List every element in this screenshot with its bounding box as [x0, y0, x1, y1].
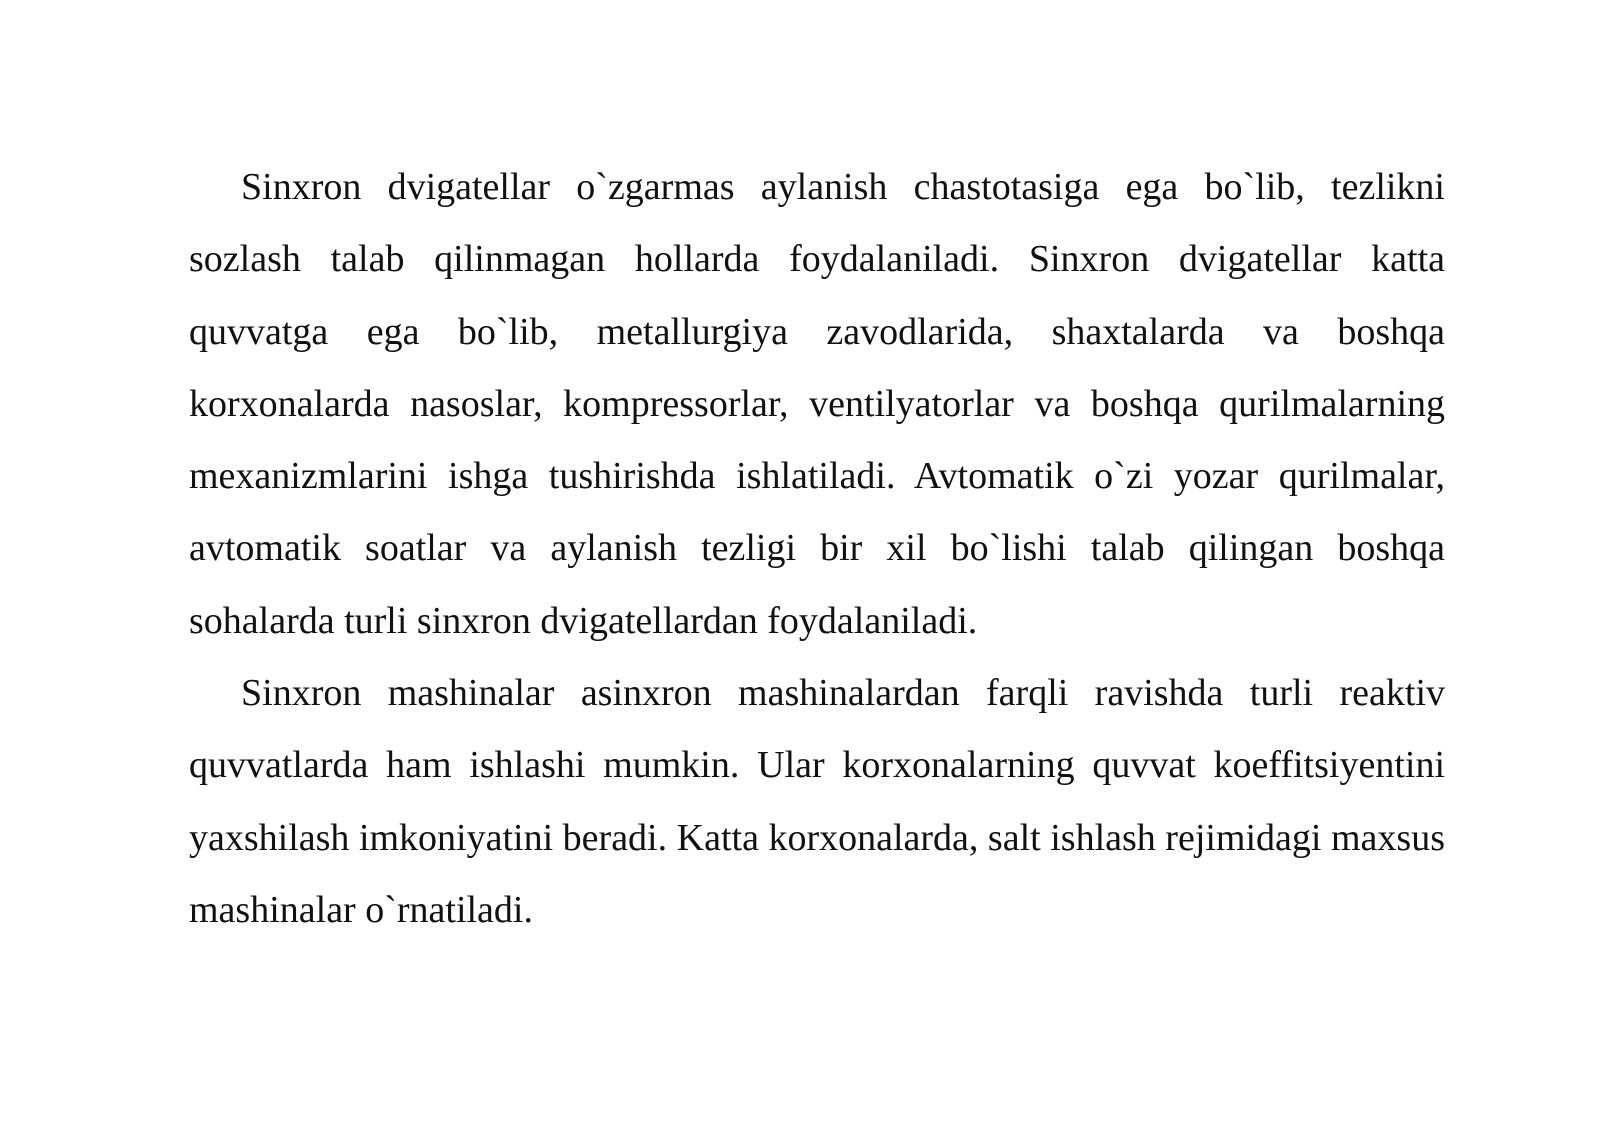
document-body	[189, 151, 1445, 946]
paragraph-synchronous-motors: Sinxron dvigatellar o`zgarmas aylanish chastotasiga ega bo`lib, tezlikni sozlash talab qilinmagan hollarda foydalaniladi. Sinxron dvigatellar katta quvvatga ega bo`lib, metallurgiya zavodlarida, shaxtalarda va boshqa korxonalarda nasoslar, kompressorlar, ventilyatorlar va boshqa qurilmalarning mexanizmlarini ishga tushirishda ishlatiladi. Avtomatik o`zi yozar qurilmalar, avtomatik soatlar va aylanish tezligi bir xil bo`lishi talab qilingan boshqa sohalarda turli sinxron dvigatellardan foydalaniladi.	[189, 166, 1445, 642]
paragraph-synchronous-machines: Sinxron mashinalar asinxron mashinalardan farqli ravishda turli reaktiv quvvatlarda ham ishlashi mumkin. Ular korxonalarning quvvat koeffitsiyentini yaxshilash imkoniyatini beradi. Katta korxonalarda, salt ishlash rejimidagi maxsus mashinalar o`rnatiladi.	[189, 672, 1445, 931]
